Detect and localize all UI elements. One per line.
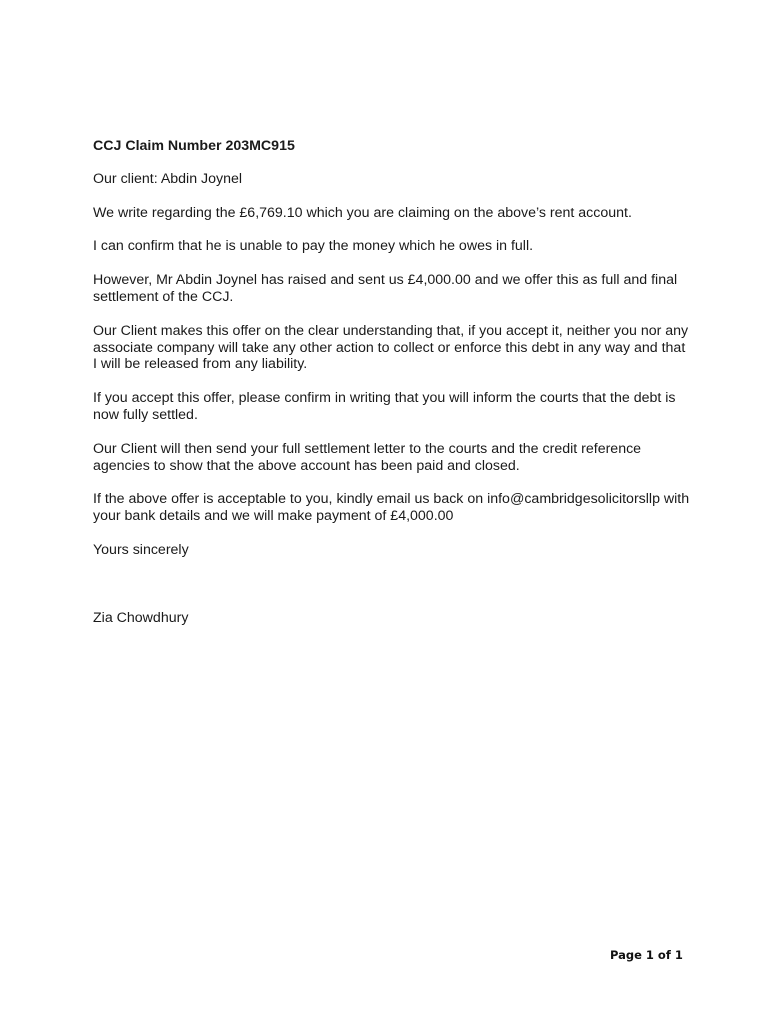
paragraph-confirm-in-writing: If you accept this offer, please confirm in writing that you will inform the courts that the debt is now fully settled. [93, 390, 676, 423]
claim-number-heading: CCJ Claim Number 203MC915 [93, 138, 295, 154]
closing-salutation: Yours sincerely [93, 541, 189, 558]
paragraph-unable-to-pay: I can confirm that he is unable to pay the money which he owes in full. [93, 238, 534, 255]
page-number: Page 1 of 1 [610, 948, 683, 962]
client-line: Our client: Abdin Joynel [93, 170, 243, 187]
signatory-name: Zia Chowdhury [93, 609, 189, 626]
letter-body [93, 138, 693, 627]
paragraph-settlement-offer: However, Mr Abdin Joynel has raised and sent us £4,000.00 and we offer this as full and final settlement of the CCJ. [93, 272, 678, 305]
paragraph-claim-amount: We write regarding the £6,769.10 which you are claiming on the above’s rent account. [93, 204, 632, 221]
paragraph-offer-conditions: Our Client makes this offer on the clear understanding that, if you accept it, neither you nor any associate company will take any other action to collect or enforce this debt in any way and that I will be released from any liability. [93, 322, 689, 373]
paragraph-settlement-letter: Our Client will then send your full settlement letter to the courts and the credit reference agencies to show that the above account has been paid and closed. [93, 440, 642, 474]
paragraph-payment-details: If the above offer is acceptable to you, kindly email us back on info@cambridgesolicitorsllp with your bank details and we will make payment of £4,000.00 [93, 491, 690, 525]
